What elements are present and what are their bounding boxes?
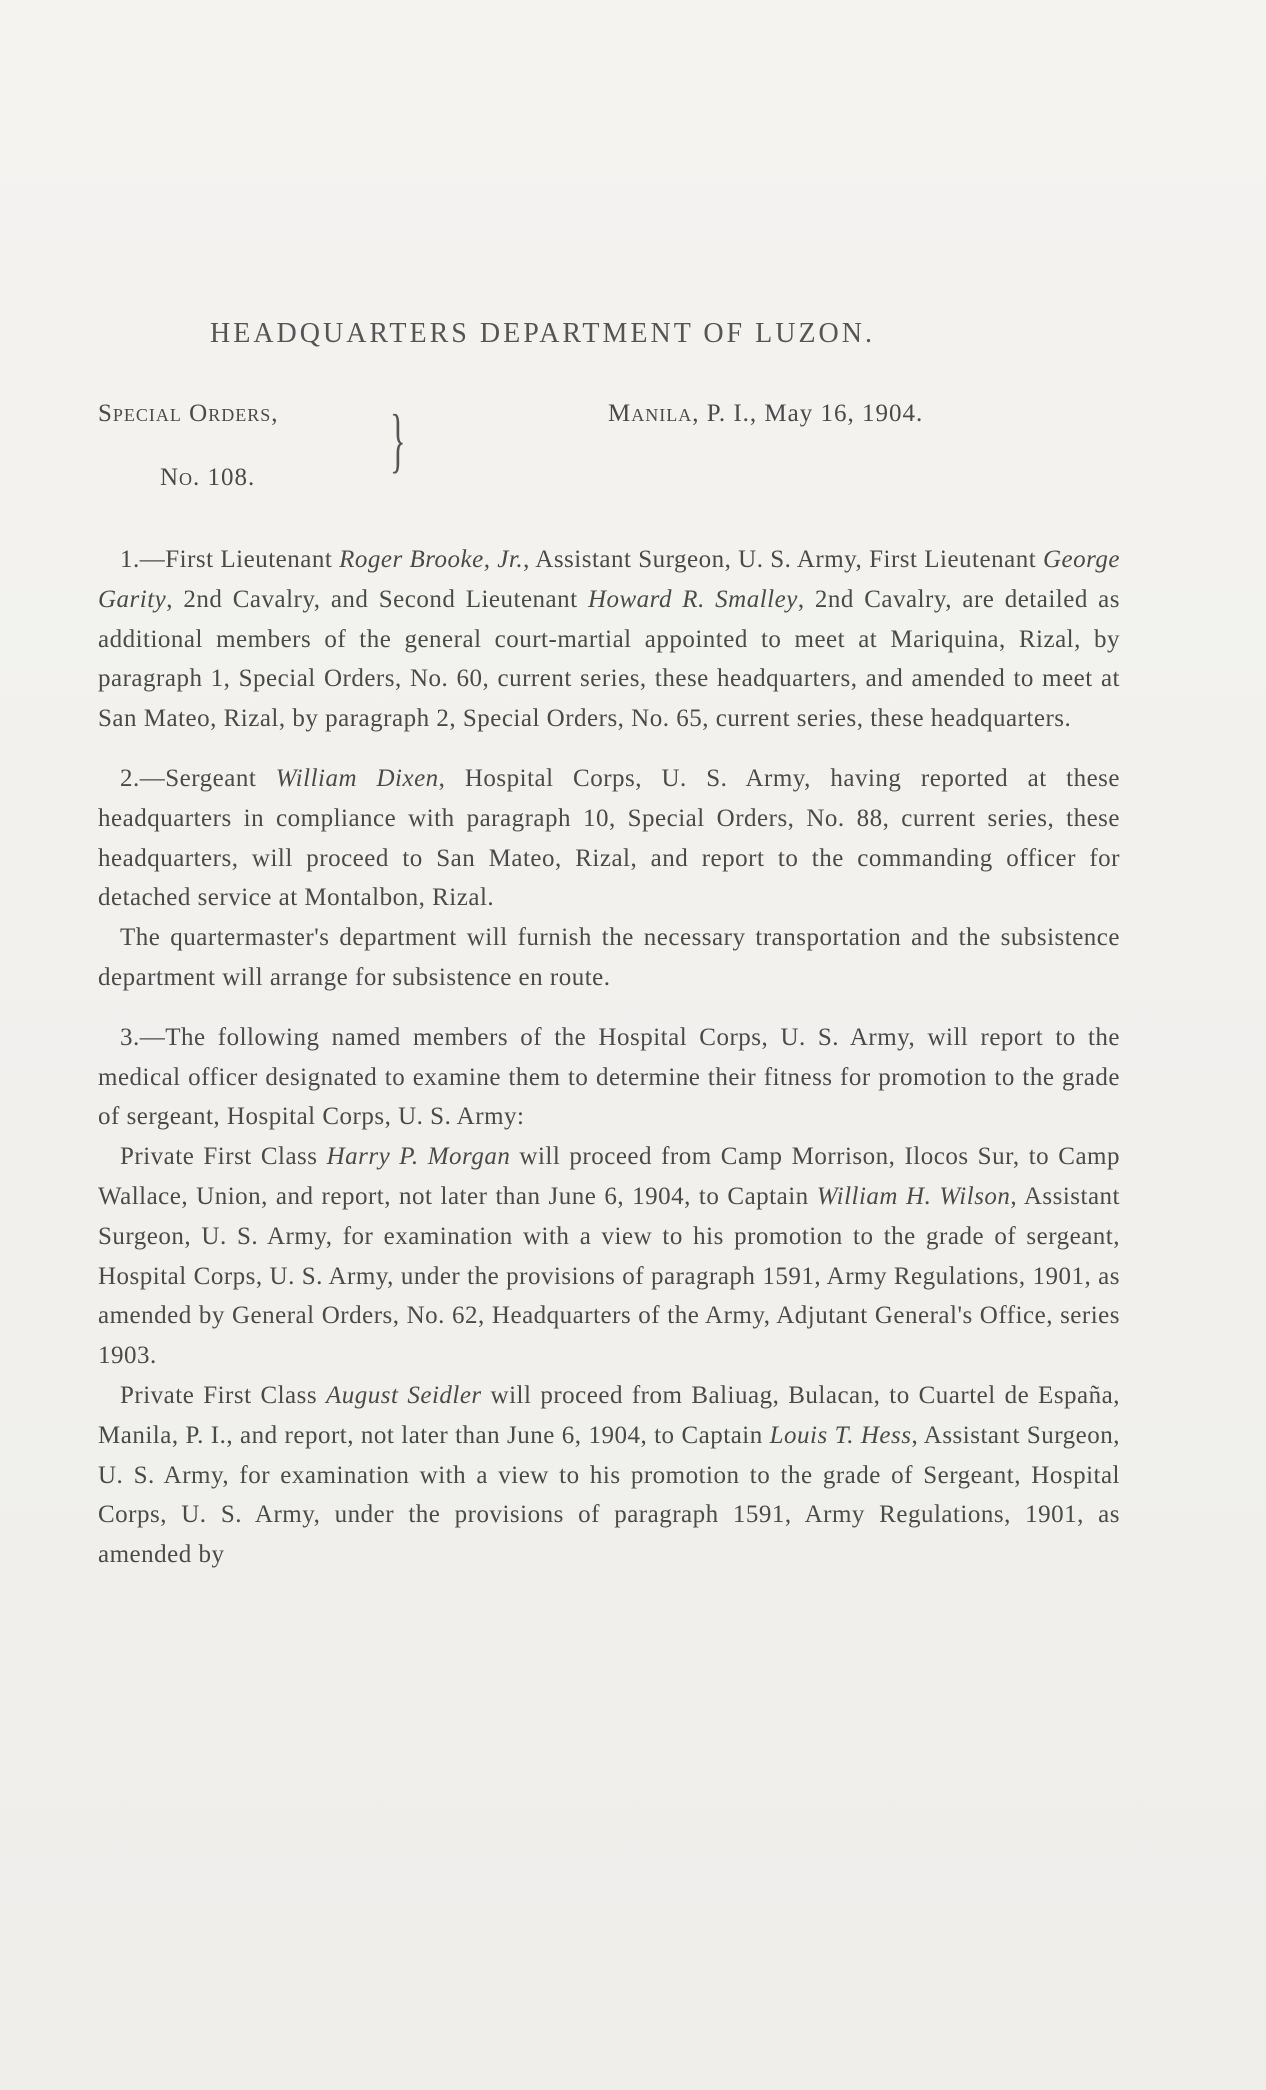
page-title: HEADQUARTERS DEPARTMENT OF LUZON.	[210, 318, 876, 349]
order-paragraph	[98, 540, 1120, 739]
paragraph-text: will proceed from Camp Morrison, Ilocos Sur, to Camp Wallace, Union, and report, not later than June 6, 1904, to Captain	[98, 1143, 1120, 1210]
orders-number: No. 108.	[160, 464, 256, 491]
person-name: George Garity	[98, 546, 1120, 613]
orders-dateline	[608, 400, 923, 428]
paragraph-text: The quartermaster's department will furnish the necessary transportation and the subsistence department will arrange for subsistence en route.	[98, 924, 1120, 991]
brace-glyph: }	[390, 400, 406, 480]
order-paragraph	[98, 1376, 1120, 1575]
special-orders-label	[98, 400, 278, 492]
paragraph-text: , Assistant Surgeon, U. S. Army, for examination with a view to his promotion to the grade of sergeant, Hospital Corps, U. S. Army, under the provisions of paragraph 1591, Army Regulations, 1901, as amended by General Orders, No. 62, Headquarters of the Army, Adjutant General's Office, series 1903.	[98, 1182, 1120, 1370]
paragraph-text: , 2nd Cavalry, and Second Lieutenant	[166, 585, 588, 613]
person-name: William Dixen	[275, 764, 439, 792]
orders-label: Special Orders,	[98, 400, 279, 427]
paragraph-text: 1.—First Lieutenant	[120, 546, 340, 573]
person-name: Roger Brooke, Jr.	[339, 546, 524, 573]
person-name: August Seidler	[326, 1381, 482, 1409]
order-paragraph	[98, 759, 1120, 918]
orders-date: , P. I., May 16, 1904.	[692, 400, 924, 427]
order-paragraph	[98, 1018, 1120, 1137]
person-name: Harry P. Morgan	[326, 1143, 511, 1171]
order-paragraph	[98, 918, 1120, 998]
paragraph-text: 3.—The following named members of the Hospital Corps, U. S. Army, will report to the medical officer designated to examine them to determine their fitness for promotion to the grade of sergeant, Hospital Corps, U. S. Army:	[98, 1023, 1120, 1131]
paragraph-text: , Hospital Corps, U. S. Army, having reported at these headquarters in compliance with paragraph 10, Special Orders, No. 88, current series, these headquarters, will proceed to San Mateo, Rizal, and report to the commanding officer for detached service at Montalbon, Rizal.	[98, 764, 1121, 912]
paragraph-text: will proceed from Baliuag, Bulacan, to Cuartel de España, Manila, P. I., and report, not later than June 6, 1904, to Captain	[98, 1381, 1121, 1449]
paragraph-text: Private First Class	[120, 1143, 327, 1171]
order-paragraph	[98, 1137, 1120, 1376]
paragraph-text: , Assistant Surgeon, U. S. Army, First Lieutenant	[523, 546, 1043, 573]
orders-place: Manila	[608, 400, 693, 427]
person-name: Howard R. Smalley	[587, 585, 798, 613]
paragraph-text: , 2nd Cavalry, are detailed as additional members of the general court-martial appointed to meet at Mariquina, Rizal, by paragraph 1, Special Orders, No. 60, current series, these headquarters, and amended to meet at San Mateo, Rizal, by paragraph 2, Special Orders, No. 65, current series, these headquarters.	[98, 585, 1120, 733]
orders-body	[98, 540, 1120, 1575]
person-name: Louis T. Hess	[769, 1421, 912, 1449]
paragraph-text: 2.—Sergeant	[120, 764, 276, 792]
person-name: William H. Wilson	[816, 1182, 1011, 1210]
paragraph-text: , Assistant Surgeon, U. S. Army, for examination with a view to his promotion to the grade of Sergeant, Hospital Corps, U. S. Army, under the provisions of paragraph 1591, Army Regulations, 1901, as amended by	[98, 1421, 1120, 1569]
paragraph-text: Private First Class	[120, 1381, 327, 1409]
